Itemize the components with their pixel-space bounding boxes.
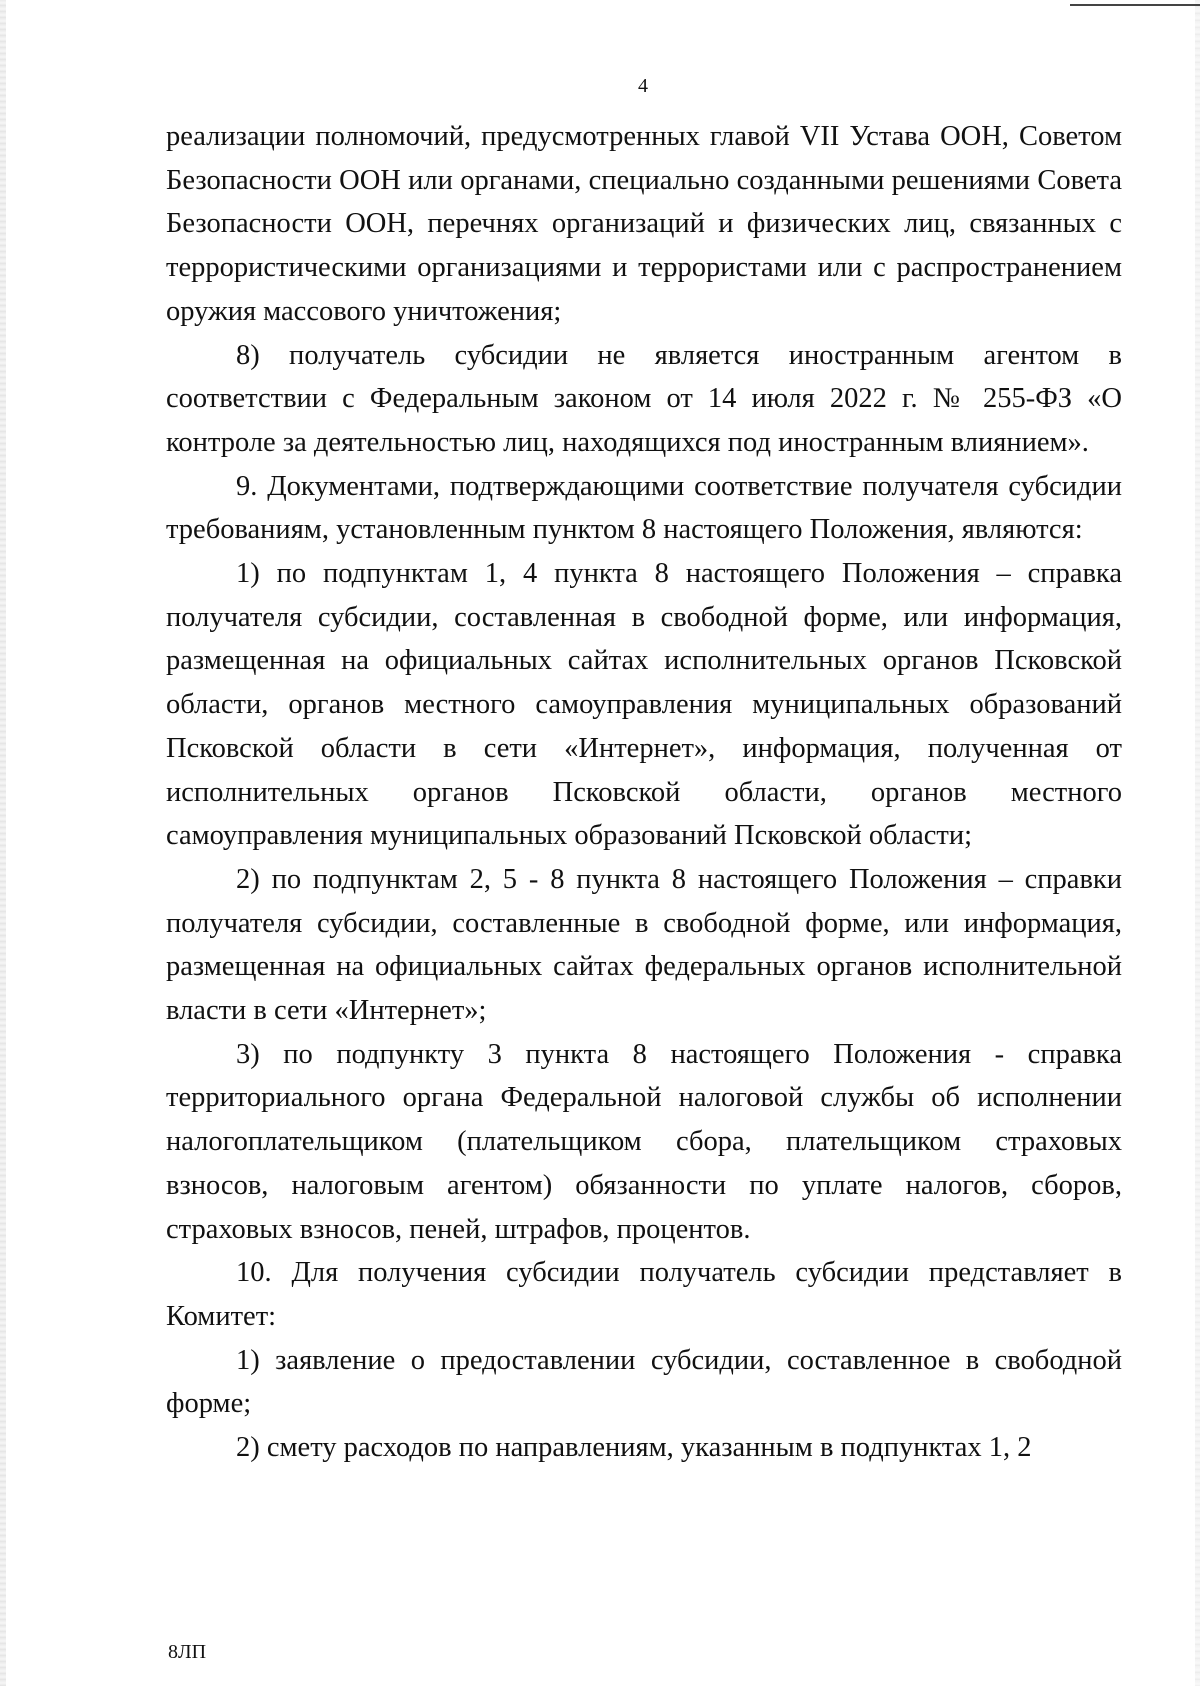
corner-mark [1070, 4, 1200, 6]
paragraph: 2) по подпунктам 2, 5 - 8 пункта 8 настоящего Положения – справки получателя субсидии, составленные в свободной форме, или информация, размещенная на официальных сайтах федеральных органов исполнительной власти в сети «Интернет»; [166, 863, 1122, 1027]
document-body [166, 115, 1122, 1470]
paragraph: 10. Для получения субсидии получатель субсидии представляет в Комитет: [166, 1257, 1122, 1332]
paragraph: 1) по подпунктам 1, 4 пункта 8 настоящего Положения – справка получателя субсидии, составленная в свободной форме, или информация, размещенная на официальных сайтах исполнительных органов Псковской области, органов местного самоуправления муниципальных образований Псковской области в сети «Интернет», информация, полученная от исполнительных органов Псковской области, органов местного самоуправления муниципальных образований Псковской области; [166, 558, 1122, 852]
paragraph: 8) получатель субсидии не является иностранным агентом в соответствии с Федеральным законом от 14 июля 2022 г. № 255-ФЗ «О контроле за деятельностью лиц, находящихся под иностранным влиянием». [166, 339, 1122, 458]
paragraph: 9. Документами, подтверждающими соответствие получателя субсидии требованиям, установленным пунктом 8 настоящего Положения, являются: [166, 470, 1122, 546]
paragraph: реализации полномочий, предусмотренных главой VII Устава ООН, Советом Безопасности ООН или органами, специально созданными решениями Совета Безопасности ООН, перечнях организаций и физических лиц, связанных с террористическими организациями и террористами или с распространением оружия массового уничтожения; [166, 121, 1122, 327]
scan-edge-left [0, 0, 6, 1686]
page-number: 4 [638, 75, 648, 97]
paragraph: 1) заявление о предоставлении субсидии, составленное в свободной форме; [166, 1344, 1122, 1420]
document-footer-code: 8ЛП [168, 1641, 207, 1663]
paragraph: 2) смету расходов по направлениям, указанным в подпунктах 1, 2 [236, 1432, 1032, 1464]
paragraph: 3) по подпункту 3 пункта 8 настоящего Положения - справка территориального органа Федеральной налоговой службы об исполнении налогоплательщиком (плательщиком сбора, плательщиком страховых взносов, налоговым агентом) обязанности по уплате налогов, сборов, страховых взносов, пеней, штрафов, процентов. [166, 1038, 1122, 1245]
scan-edge-right [1195, 0, 1200, 1686]
